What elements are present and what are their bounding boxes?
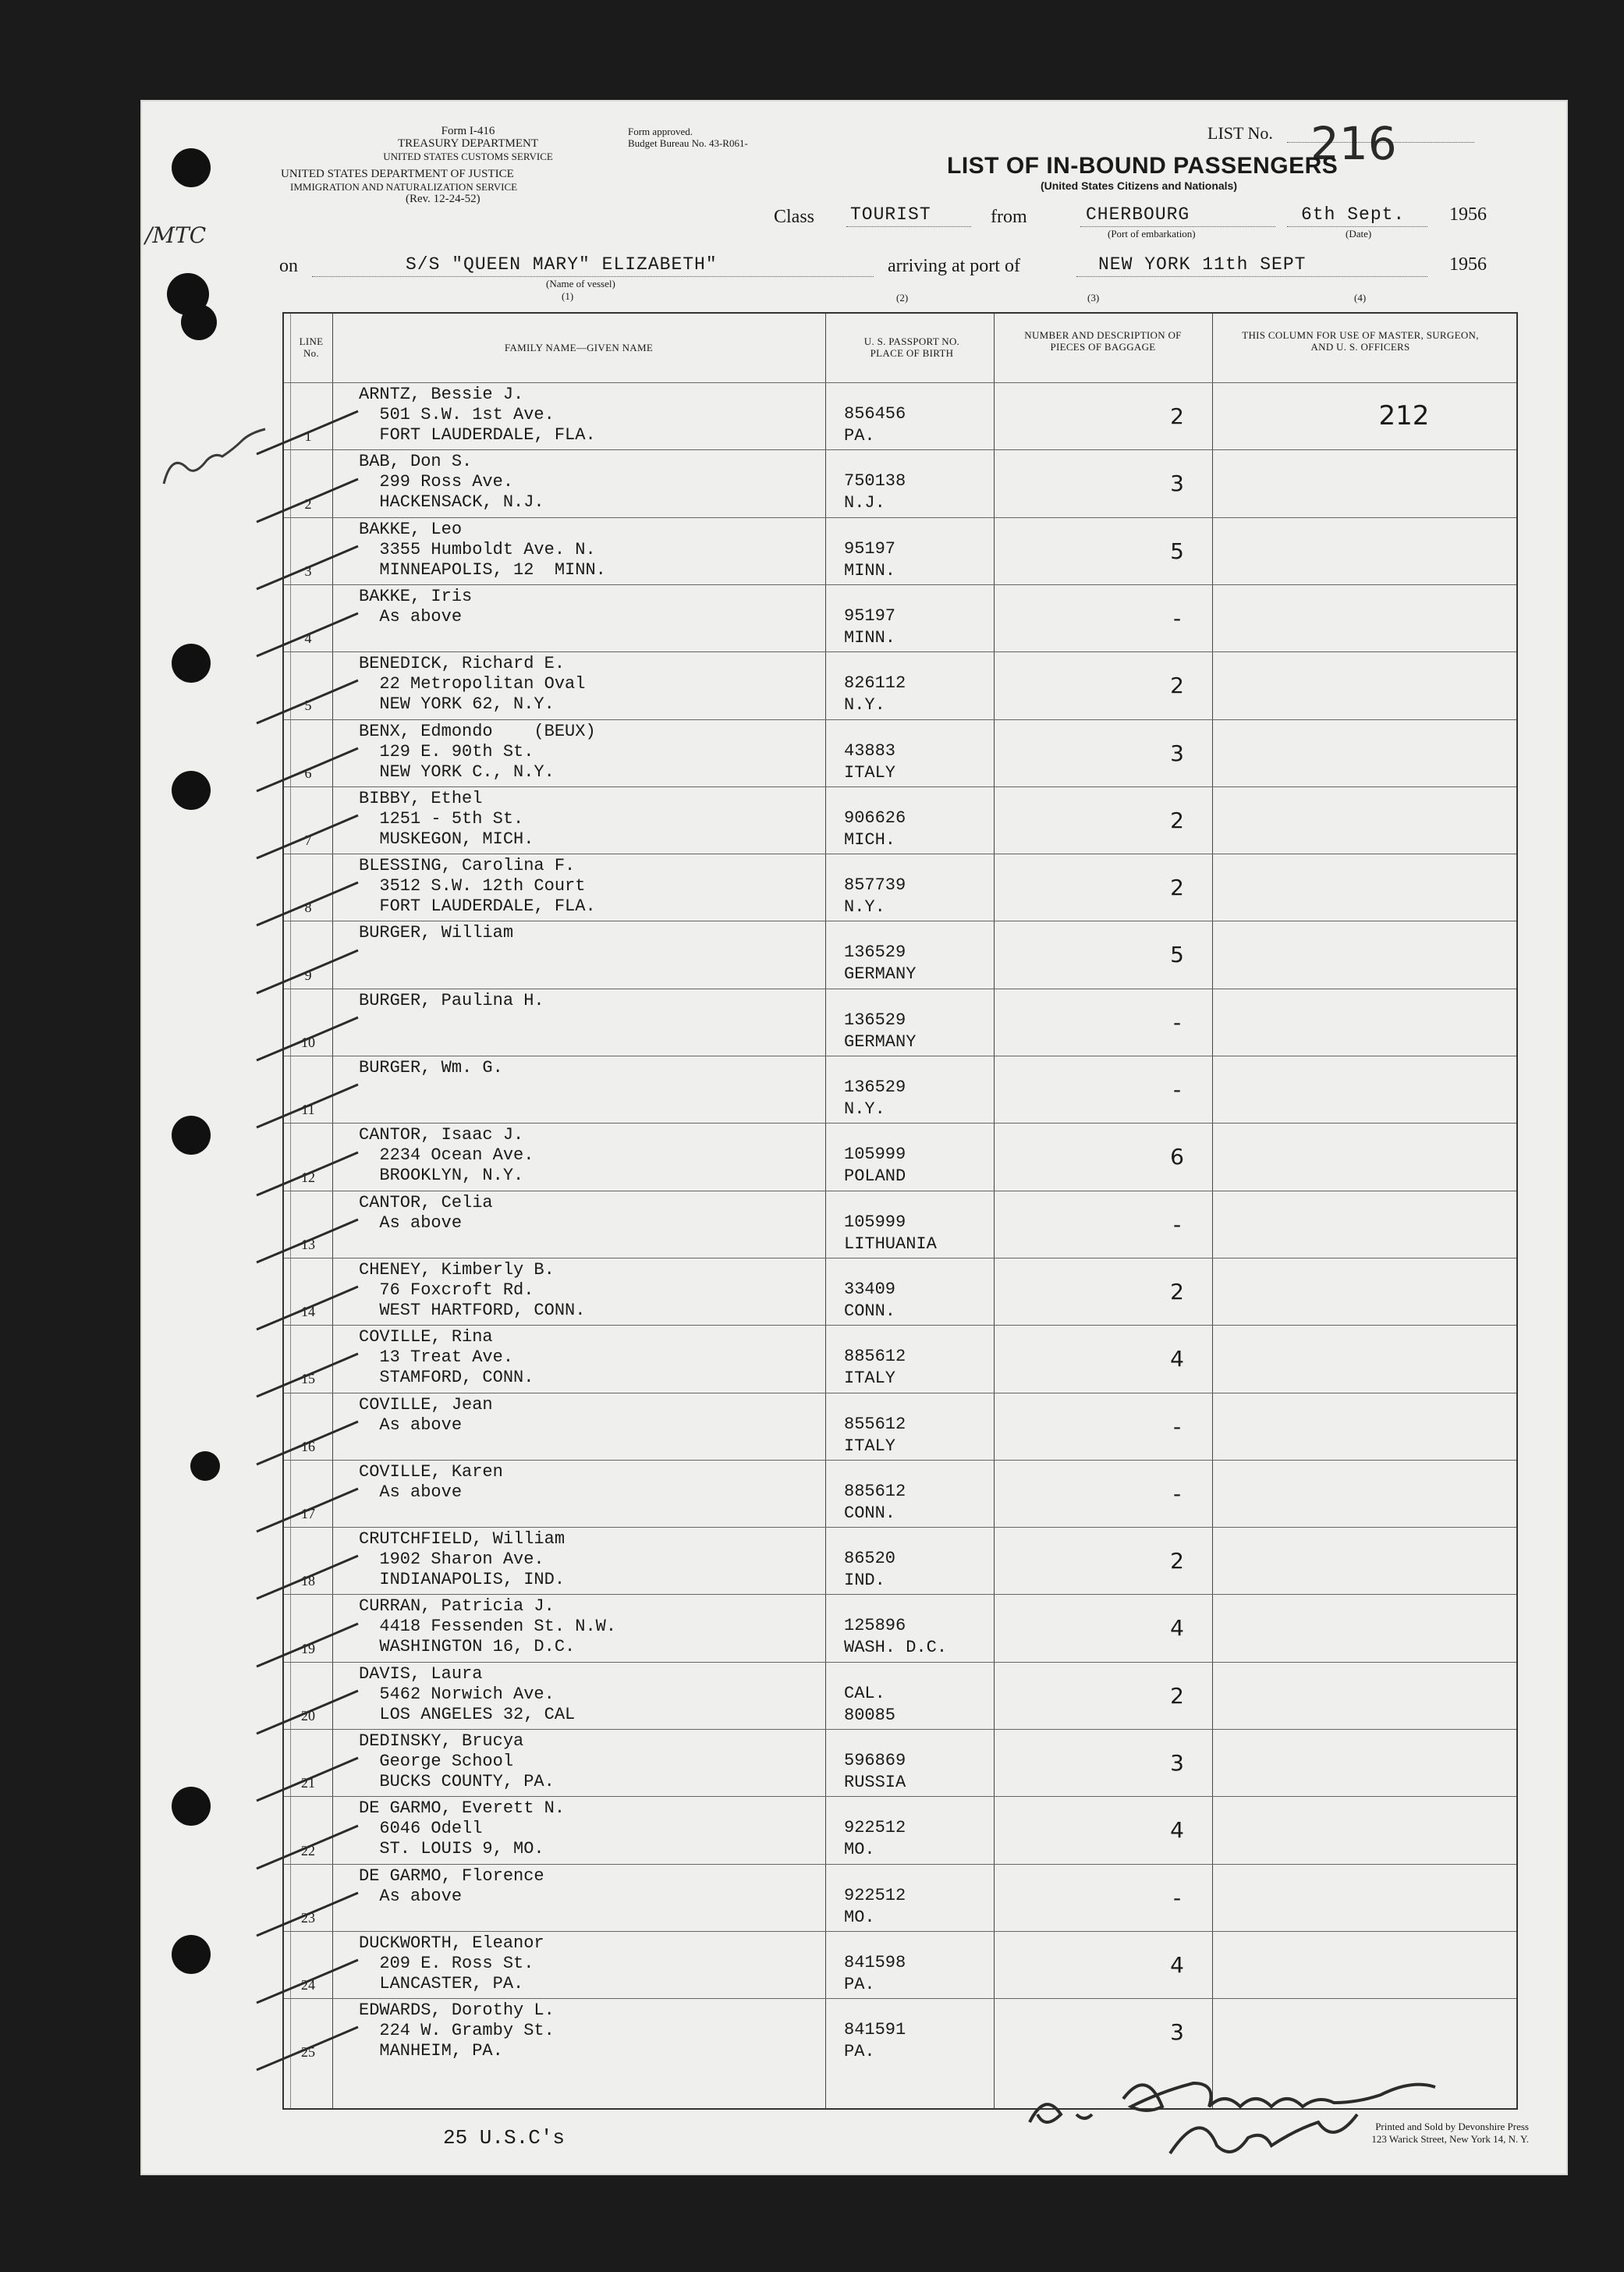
baggage-count: 6 [1170, 1144, 1184, 1170]
passport-birthplace: 136529 GERMANY [844, 943, 917, 985]
dept-justice: UNITED STATES DEPARTMENT OF JUSTICE [281, 168, 514, 180]
punch-hole [190, 1451, 220, 1481]
baggage-count: - [1172, 1480, 1182, 1507]
col-num-4: (4) [1354, 292, 1367, 304]
date-caption: (Date) [1346, 228, 1372, 240]
passport-birthplace: 105999 POLAND [844, 1145, 906, 1187]
vessel-caption: (Name of vessel) [546, 278, 615, 289]
table-row [284, 1460, 1516, 1528]
year-1: 1956 [1449, 204, 1487, 225]
passenger-name-address: CHENEY, Kimberly B. 76 Foxcroft Rd. WEST HARTFORD, CONN. [359, 1259, 586, 1320]
class-field [846, 226, 971, 227]
arriving-value: NEW YORK 11th SEPT [1098, 254, 1307, 275]
line-number: 6 [304, 765, 312, 781]
baggage-count: 2 [1170, 1682, 1184, 1709]
passport-birthplace: 922512 MO. [844, 1818, 906, 1860]
list-no-value: 216 [1310, 117, 1397, 170]
printer-line-2: 123 Warick Street, New York 14, N. Y. [1371, 2133, 1529, 2145]
budget-bureau: Budget Bureau No. 43-R061- [628, 137, 748, 149]
line-number: 18 [301, 1573, 315, 1589]
passport-birthplace: 885612 CONN. [844, 1481, 906, 1523]
passenger-name-address: BLESSING, Carolina F. 3512 S.W. 12th Court FORT LAUDERDALE, FLA. [359, 856, 596, 917]
passport-birthplace: CAL. 80085 [844, 1683, 896, 1725]
passport-birthplace: 136529 N.Y. [844, 1077, 906, 1119]
baggage-count: - [1172, 1211, 1182, 1237]
passenger-name-address: BENEDICK, Richard E. 22 Metropolitan Oval NEW YORK 62, N.Y. [359, 654, 586, 715]
passport-birthplace: 33409 CONN. [844, 1279, 896, 1321]
arriving-field [1076, 276, 1427, 277]
baggage-count: - [1172, 605, 1182, 631]
passport-birthplace: 86520 IND. [844, 1549, 896, 1591]
passport-birthplace: 43883 ITALY [844, 740, 896, 783]
table-row [284, 1123, 1516, 1191]
total-count: 25 U.S.C's [443, 2126, 566, 2150]
punch-hole [172, 771, 211, 810]
line-number: 16 [301, 1438, 315, 1454]
passport-birthplace: 105999 LITHUANIA [844, 1212, 937, 1254]
table-row [284, 1258, 1516, 1326]
on-label: on [279, 256, 298, 276]
table-row [284, 449, 1516, 517]
table-row [284, 1325, 1516, 1393]
passenger-name-address: DUCKWORTH, Eleanor 209 E. Ross St. LANCASTER, PA. [359, 1933, 544, 1993]
from-value: CHERBOURG [1086, 204, 1190, 225]
header-officers: THIS COLUMN FOR USE OF MASTER, SURGEON, AND U. S. OFFICERS [1242, 329, 1479, 353]
header-baggage: NUMBER AND DESCRIPTION OF PIECES OF BAGGAGE [1024, 329, 1182, 353]
passport-birthplace: 922512 MO. [844, 1885, 906, 1927]
table-row [284, 989, 1516, 1056]
table-row [284, 1527, 1516, 1595]
passenger-name-address: BURGER, Paulina H. [359, 990, 544, 1010]
line-number: 15 [301, 1371, 315, 1387]
list-subtitle: (United States Citizens and Nationals) [1040, 179, 1238, 192]
passport-birthplace: 95197 MINN. [844, 605, 896, 648]
baggage-count: - [1172, 1009, 1182, 1035]
punch-hole [181, 304, 217, 340]
class-value: TOURIST [850, 204, 931, 225]
line-number: 20 [301, 1707, 315, 1724]
table-row [284, 1393, 1516, 1461]
table-row [284, 1662, 1516, 1730]
baggage-count: 4 [1170, 1346, 1184, 1372]
vessel-field [312, 276, 874, 277]
passenger-name-address: CURRAN, Patricia J. 4418 Fessenden St. N.W. WASHINGTON 16, D.C. [359, 1596, 617, 1657]
baggage-count: 2 [1170, 875, 1184, 901]
baggage-count: 3 [1170, 470, 1184, 497]
form-id: Form I-416 [441, 125, 495, 137]
table-row [284, 382, 1516, 450]
passenger-name-address: BAKKE, Leo 3355 Humboldt Ave. N. MINNEAPOLIS, 12 MINN. [359, 519, 606, 580]
passport-birthplace: 596869 RUSSIA [844, 1751, 906, 1792]
passport-birthplace: 841598 PA. [844, 1952, 906, 1994]
punch-hole [172, 1935, 211, 1974]
line-number: 11 [301, 1102, 315, 1118]
punch-hole [172, 1116, 211, 1155]
dept-treasury: TREASURY DEPARTMENT [397, 137, 539, 150]
line-number: 12 [301, 1169, 315, 1185]
line-number: 23 [301, 1909, 315, 1926]
table-row [284, 1796, 1516, 1864]
date-field [1287, 226, 1427, 227]
baggage-count: 2 [1170, 1548, 1184, 1574]
passenger-name-address: COVILLE, Karen As above [359, 1461, 503, 1502]
baggage-count: 3 [1170, 1750, 1184, 1776]
from-label: from [991, 207, 1027, 227]
baggage-count: 2 [1170, 807, 1184, 833]
line-number: 3 [304, 563, 312, 579]
line-number: 8 [304, 900, 312, 916]
baggage-count: 2 [1170, 403, 1184, 429]
officer-signature [1014, 2052, 1513, 2169]
line-number: 24 [301, 1977, 315, 1993]
header-line-no: LINE No. [299, 335, 324, 359]
baggage-count: 4 [1170, 1951, 1184, 1978]
passenger-name-address: ARNTZ, Bessie J. 501 S.W. 1st Ave. FORT LAUDERDALE, FLA. [359, 385, 596, 445]
year-2: 1956 [1449, 254, 1487, 275]
punch-hole [172, 1787, 211, 1826]
table-row [284, 651, 1516, 719]
baggage-count: - [1172, 1884, 1182, 1911]
passenger-name-address: DE GARMO, Everett N. 6046 Odell ST. LOUIS 9, MO. [359, 1798, 566, 1859]
line-number: 17 [301, 1506, 315, 1522]
passport-birthplace: 750138 N.J. [844, 471, 906, 513]
line-number: 10 [301, 1034, 315, 1050]
line-number: 1 [304, 428, 312, 445]
header-passport: U. S. PASSPORT NO. PLACE OF BIRTH [863, 335, 960, 359]
baggage-count: 2 [1170, 1278, 1184, 1305]
margin-note: /MTC [145, 222, 207, 248]
from-field [1080, 226, 1275, 227]
table-row [284, 786, 1516, 854]
line-number: 21 [301, 1775, 315, 1791]
table-row [284, 1864, 1516, 1932]
passenger-name-address: BAB, Don S. 299 Ross Ave. HACKENSACK, N.J. [359, 452, 544, 513]
embark-caption: (Port of embarkation) [1108, 228, 1196, 240]
line-number: 19 [301, 1640, 315, 1656]
passenger-name-address: CANTOR, Isaac J. 2234 Ocean Ave. BROOKLYN, N.Y. [359, 1125, 534, 1186]
vessel-num: (1) [562, 290, 574, 302]
baggage-count: 5 [1170, 942, 1184, 968]
baggage-count: 3 [1170, 2019, 1184, 2046]
line-number: 14 [301, 1304, 315, 1320]
passenger-name-address: CRUTCHFIELD, William 1902 Sharon Ave. INDIANAPOLIS, IND. [359, 1529, 566, 1590]
passenger-name-address: EDWARDS, Dorothy L. 224 W. Gramby St. MANHEIM, PA. [359, 2000, 555, 2061]
passenger-name-address: DE GARMO, Florence As above [359, 1866, 544, 1906]
punch-hole [172, 644, 211, 683]
col-num-2: (2) [896, 292, 909, 304]
baggage-count: - [1172, 1413, 1182, 1440]
passport-birthplace: 136529 GERMANY [844, 1010, 917, 1052]
line-number: 13 [301, 1236, 315, 1252]
table-row [284, 1594, 1516, 1662]
line-number: 5 [304, 698, 312, 714]
line-number: 4 [304, 630, 312, 647]
table-row [284, 1729, 1516, 1797]
margin-scribble [156, 398, 281, 499]
line-number: 2 [304, 495, 312, 512]
passport-birthplace: 125896 WASH. D.C. [844, 1616, 948, 1658]
arriving-label: arriving at port of [888, 256, 1020, 276]
passenger-name-address: BAKKE, Iris As above [359, 586, 473, 627]
table-row [284, 1056, 1516, 1124]
baggage-count: - [1172, 1077, 1182, 1102]
form-revision: (Rev. 12-24-52) [406, 193, 480, 205]
table-row [284, 584, 1516, 652]
baggage-count: 2 [1170, 673, 1184, 699]
baggage-count: 5 [1170, 538, 1184, 564]
passport-birthplace: 841591 PA. [844, 2020, 906, 2062]
baggage-count: 4 [1170, 1817, 1184, 1844]
passport-birthplace: 855612 ITALY [844, 1414, 906, 1456]
passenger-name-address: DEDINSKY, Brucya George School BUCKS COUNTY, PA. [359, 1731, 555, 1791]
table-row [284, 1931, 1516, 1999]
baggage-count: 4 [1170, 1615, 1184, 1642]
line-number: 9 [304, 967, 312, 983]
dept-customs: UNITED STATES CUSTOMS SERVICE [383, 151, 553, 162]
class-label: Class [774, 207, 815, 227]
dept-immigration: IMMIGRATION AND NATURALIZATION SERVICE [290, 181, 518, 193]
passport-birthplace: 906626 MICH. [844, 808, 906, 850]
form-approved: Form approved. [628, 126, 693, 137]
passenger-name-address: BENX, Edmondo (BEUX) 129 E. 90th St. NEW YORK C., N.Y. [359, 721, 596, 782]
passport-birthplace: 857739 N.Y. [844, 875, 906, 918]
table-row [284, 854, 1516, 921]
passport-birthplace: 856456 PA. [844, 404, 906, 446]
list-title: LIST OF IN-BOUND PASSENGERS [947, 153, 1339, 179]
table-row [284, 517, 1516, 585]
date-value: 6th Sept. [1301, 204, 1406, 225]
check-mark [253, 2023, 362, 2078]
header-name: FAMILY NAME—GIVEN NAME [504, 342, 654, 353]
line-number: 22 [301, 1842, 315, 1858]
officer-note: 212 [1378, 400, 1430, 431]
passport-birthplace: 826112 N.Y. [844, 673, 906, 715]
passenger-name-address: CANTOR, Celia As above [359, 1192, 493, 1233]
table-row [284, 719, 1516, 787]
table-row [284, 921, 1516, 989]
passport-birthplace: 95197 MINN. [844, 538, 896, 580]
passenger-name-address: COVILLE, Jean As above [359, 1394, 493, 1435]
col-num-3: (3) [1087, 292, 1100, 304]
passenger-name-address: BURGER, Wm. G. [359, 1058, 503, 1077]
passport-birthplace: 885612 ITALY [844, 1347, 906, 1389]
passenger-name-address: COVILLE, Rina 13 Treat Ave. STAMFORD, CONN. [359, 1327, 534, 1388]
baggage-count: 3 [1170, 740, 1184, 766]
vessel-value: S/S "QUEEN MARY" ELIZABETH" [406, 254, 718, 275]
line-number: 25 [301, 2044, 315, 2061]
passenger-name-address: BIBBY, Ethel 1251 - 5th St. MUSKEGON, MICH. [359, 788, 534, 849]
passenger-table [282, 292, 1518, 2110]
punch-hole [172, 148, 211, 187]
passenger-name-address: DAVIS, Laura 5462 Norwich Ave. LOS ANGELES 32, CAL [359, 1663, 576, 1724]
printer-line-1: Printed and Sold by Devonshire Press [1375, 2121, 1529, 2132]
list-no-label: LIST No. [1207, 123, 1273, 143]
line-number: 7 [304, 832, 312, 849]
table-row [284, 1191, 1516, 1258]
passenger-name-address: BURGER, William [359, 923, 514, 943]
